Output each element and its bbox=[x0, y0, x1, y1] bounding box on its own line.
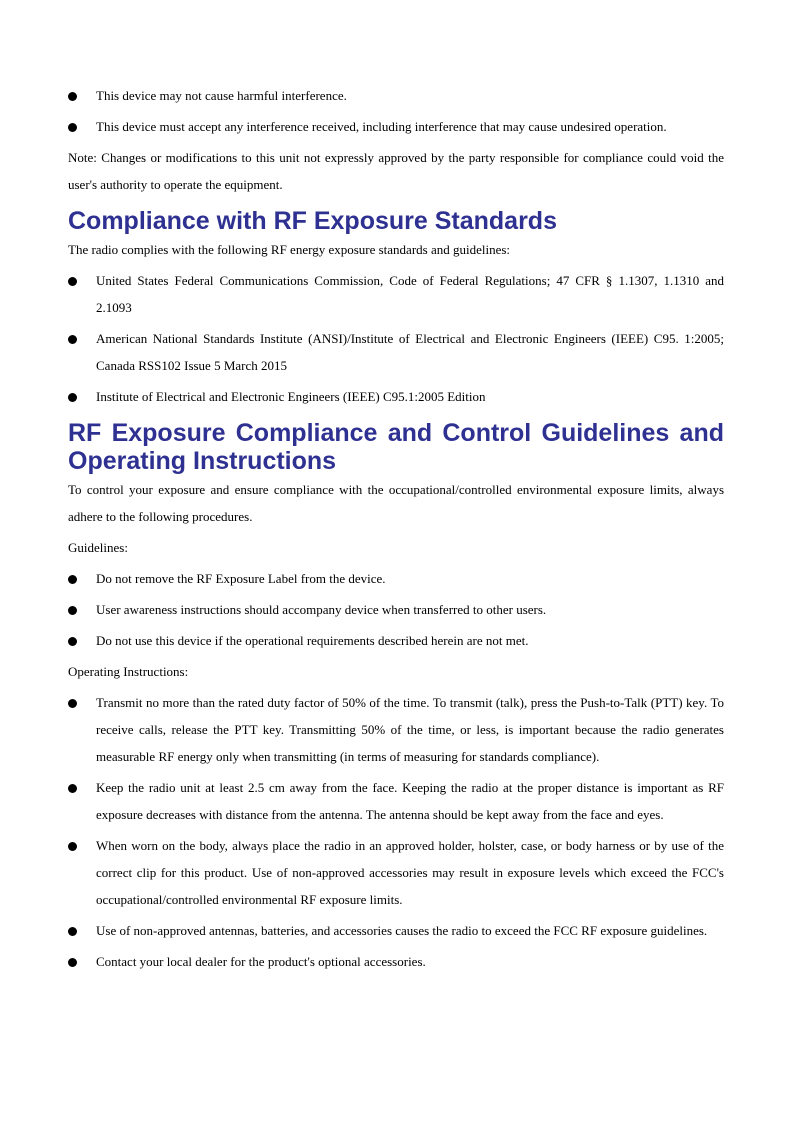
bullet-icon bbox=[68, 699, 77, 708]
bullet-icon bbox=[68, 277, 77, 286]
list-item bbox=[68, 917, 724, 944]
list-item bbox=[68, 948, 724, 975]
list-item-text: American National Standards Institute (ANSI)/Institute of Electrical and Electronic Engineers (IEEE) C95. 1:2005; Canada RSS102 Issue 5 March 2015 bbox=[96, 331, 724, 373]
bullet-icon bbox=[68, 123, 77, 132]
list-item-text: United States Federal Communications Commission, Code of Federal Regulations; 47 CFR § 1.1307, 1.1310 and 2.1093 bbox=[96, 273, 724, 315]
list-item bbox=[68, 113, 724, 140]
section-heading-rf-compliance-guidelines: RF Exposure Compliance and Control Guidelines and Operating Instructions bbox=[68, 419, 724, 475]
bullet-icon bbox=[68, 393, 77, 402]
list-item-text: Institute of Electrical and Electronic Engineers (IEEE) C95.1:2005 Edition bbox=[96, 389, 486, 404]
list-item bbox=[68, 832, 724, 913]
bullet-icon bbox=[68, 784, 77, 793]
section-heading-rf-exposure-standards: Compliance with RF Exposure Standards bbox=[68, 207, 557, 235]
standards-list bbox=[68, 267, 724, 410]
document-page bbox=[68, 82, 724, 979]
list-item-text: Transmit no more than the rated duty factor of 50% of the time. To transmit (talk), press the Push-to-Talk (PTT) key. To receive calls, release the PTT key. Transmitting 50% of the time, or less, is important because the radio generates measurable RF energy only when transmitting (in terms of measuring for standards compliance). bbox=[96, 695, 724, 764]
list-item bbox=[68, 82, 724, 109]
operating-instructions-list bbox=[68, 689, 724, 975]
list-item bbox=[68, 627, 724, 654]
list-item bbox=[68, 267, 724, 321]
list-item-text: This device must accept any interference received, including interference that may cause undesired operation. bbox=[96, 119, 667, 134]
interference-conditions-list bbox=[68, 82, 724, 140]
section-intro: To control your exposure and ensure compliance with the occupational/controlled environmental exposure limits, always adhere to the following procedures. bbox=[68, 482, 724, 524]
list-item-text: Use of non-approved antennas, batteries, and accessories causes the radio to exceed the FCC RF exposure guidelines. bbox=[96, 923, 708, 938]
section-intro: The radio complies with the following RF energy exposure standards and guidelines: bbox=[68, 242, 511, 257]
operating-instructions-label: Operating Instructions: bbox=[68, 664, 189, 679]
list-item-text: Do not remove the RF Exposure Label from the device. bbox=[96, 571, 386, 586]
list-item-text: Do not use this device if the operational requirements described herein are not met. bbox=[96, 633, 529, 648]
note-paragraph: Note: Changes or modifications to this unit not expressly approved by the party responsible for compliance could void the user's authority to operate the equipment. bbox=[68, 150, 724, 192]
list-item bbox=[68, 596, 724, 623]
bullet-icon bbox=[68, 958, 77, 967]
list-item bbox=[68, 565, 724, 592]
list-item bbox=[68, 325, 724, 379]
list-item bbox=[68, 383, 724, 410]
bullet-icon bbox=[68, 927, 77, 936]
list-item-text: This device may not cause harmful interference. bbox=[96, 88, 347, 103]
list-item bbox=[68, 689, 724, 770]
guidelines-list bbox=[68, 565, 724, 654]
bullet-icon bbox=[68, 637, 77, 646]
bullet-icon bbox=[68, 92, 77, 101]
bullet-icon bbox=[68, 335, 77, 344]
bullet-icon bbox=[68, 842, 77, 851]
bullet-icon bbox=[68, 606, 77, 615]
list-item-text: When worn on the body, always place the radio in an approved holder, holster, case, or body harness or by use of the correct clip for this product. Use of non-approved accessories may result in exposure levels which exceed the FCC's occupational/controlled environmental RF exposure limits. bbox=[96, 838, 724, 907]
bullet-icon bbox=[68, 575, 77, 584]
guidelines-label: Guidelines: bbox=[68, 540, 128, 555]
list-item-text: Contact your local dealer for the product's optional accessories. bbox=[96, 954, 426, 969]
list-item-text: User awareness instructions should accompany device when transferred to other users. bbox=[96, 602, 547, 617]
list-item-text: Keep the radio unit at least 2.5 cm away from the face. Keeping the radio at the proper distance is important as RF exposure decreases with distance from the antenna. The antenna should be kept away from the face and eyes. bbox=[96, 780, 724, 822]
list-item bbox=[68, 774, 724, 828]
